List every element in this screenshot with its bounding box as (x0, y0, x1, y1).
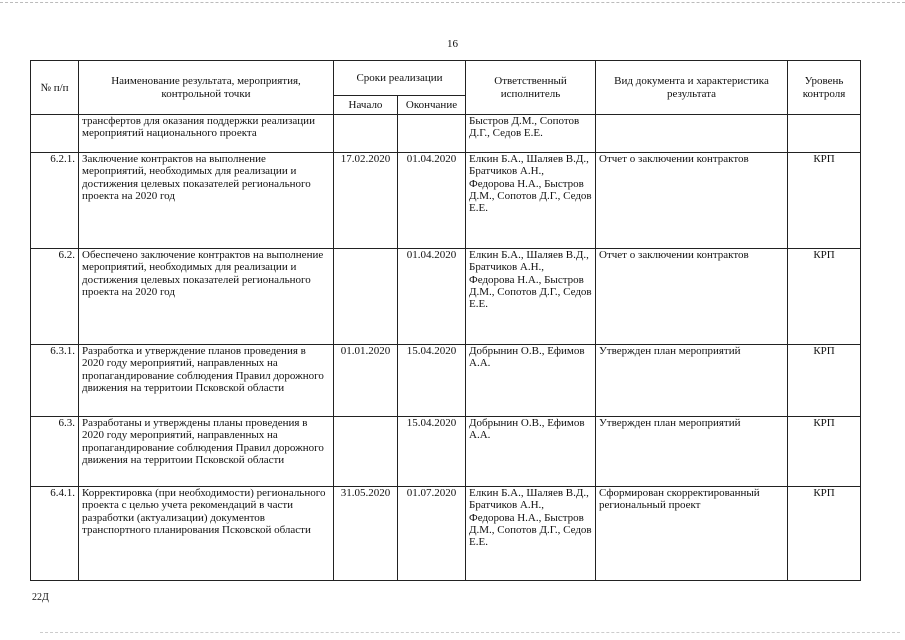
cell-level: КРП (788, 487, 861, 581)
cell-start: 17.02.2020 (334, 153, 398, 249)
cell-name: Заключение контрактов на выполнение мероприятий, необходимых для реализации и достижения целевых показателей регионального проекта на 2020 год (79, 153, 334, 249)
cell-num: 6.4.1. (31, 487, 79, 581)
cell-responsible: Елкин Б.А., Шаляев В.Д., Братчиков А.Н., Федорова Н.А., Быстров Д.М., Сопотов Д.Г., Седов Е.Е. (466, 249, 596, 345)
cell-start (334, 417, 398, 487)
cell-responsible: Добрынин О.В., Ефимов А.А. (466, 345, 596, 417)
header-end: Окончание (398, 96, 466, 115)
cell-num: 6.3. (31, 417, 79, 487)
cell-end: 15.04.2020 (398, 417, 466, 487)
cell-name: трансфертов для оказания поддержки реализации мероприятий национального проекта (79, 115, 334, 153)
header-start: Начало (334, 96, 398, 115)
cell-name: Корректировка (при необходимости) регионального проекта с целью учета рекомендаций в части разработки (актуализации) документов транспортного планирования Псковской области (79, 487, 334, 581)
cell-start: 01.01.2020 (334, 345, 398, 417)
cell-level: КРП (788, 249, 861, 345)
cell-doc: Утвержден план мероприятий (596, 417, 788, 487)
cell-responsible: Елкин Б.А., Шаляев В.Д., Братчиков А.Н., Федорова Н.А., Быстров Д.М., Сопотов Д.Г., Седов Е.Е. (466, 153, 596, 249)
table-body (31, 115, 861, 581)
header-terms: Сроки реализации (334, 61, 466, 96)
cell-level: КРП (788, 417, 861, 487)
scan-edge-bottom (40, 632, 900, 633)
header-name: Наименование результата, мероприятия, контрольной точки (79, 61, 334, 115)
cell-doc: Сформирован скорректированный региональный проект (596, 487, 788, 581)
footer-code: 22Д (32, 592, 49, 603)
cell-num: 6.2.1. (31, 153, 79, 249)
cell-end (398, 115, 466, 153)
table-row (31, 345, 861, 417)
cell-doc: Отчет о заключении контрактов (596, 153, 788, 249)
cell-level: КРП (788, 153, 861, 249)
cell-end: 01.04.2020 (398, 249, 466, 345)
table-row (31, 417, 861, 487)
cell-doc: Утвержден план мероприятий (596, 345, 788, 417)
cell-level: КРП (788, 345, 861, 417)
table-row (31, 487, 861, 581)
cell-name: Разработаны и утверждены планы проведения в 2020 году мероприятий, направленных на пропагандирование соблюдения Правил дорожного движения на территоии Псковской области (79, 417, 334, 487)
table-header (31, 61, 861, 115)
table-row (31, 115, 861, 153)
cell-end: 01.04.2020 (398, 153, 466, 249)
cell-responsible: Быстров Д.М., Сопотов Д.Г., Седов Е.Е. (466, 115, 596, 153)
cell-num: 6.3.1. (31, 345, 79, 417)
cell-start (334, 115, 398, 153)
cell-name: Разработка и утверждение планов проведения в 2020 году мероприятий, направленных на пропагандирование соблюдения Правил дорожного движения на территоии Псковской области (79, 345, 334, 417)
cell-end: 15.04.2020 (398, 345, 466, 417)
cell-responsible: Елкин Б.А., Шаляев В.Д., Братчиков А.Н., Федорова Н.А., Быстров Д.М., Сопотов Д.Г., Седов Е.Е. (466, 487, 596, 581)
table-row (31, 249, 861, 345)
cell-doc (596, 115, 788, 153)
plan-table (30, 60, 861, 581)
header-responsible: Ответственный исполнитель (466, 61, 596, 115)
cell-num (31, 115, 79, 153)
cell-doc: Отчет о заключении контрактов (596, 249, 788, 345)
page-number: 16 (447, 38, 458, 50)
cell-name: Обеспечено заключение контрактов на выполнение мероприятий, необходимых для реализации и достижения целевых показателей регионального проекта на 2020 год (79, 249, 334, 345)
cell-num: 6.2. (31, 249, 79, 345)
cell-responsible: Добрынин О.В., Ефимов А.А. (466, 417, 596, 487)
table-row (31, 153, 861, 249)
cell-start: 31.05.2020 (334, 487, 398, 581)
cell-level (788, 115, 861, 153)
header-level: Уровень контроля (788, 61, 861, 115)
header-num: № п/п (31, 61, 79, 115)
header-doc: Вид документа и характеристика результата (596, 61, 788, 115)
scan-edge-top (0, 2, 905, 3)
cell-end: 01.07.2020 (398, 487, 466, 581)
cell-start (334, 249, 398, 345)
